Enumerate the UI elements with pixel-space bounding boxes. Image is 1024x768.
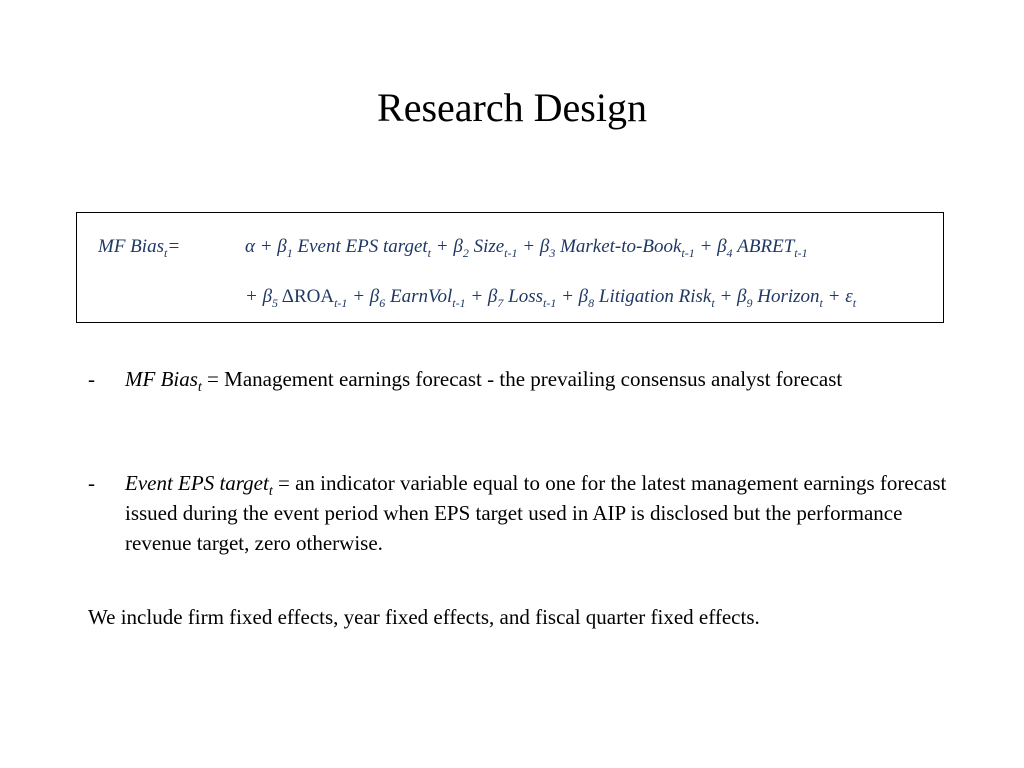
equation-term: + β bbox=[347, 286, 380, 307]
equation-term: ABRET bbox=[732, 236, 795, 257]
equation-subscript: t bbox=[852, 295, 857, 310]
equation-rhs-line-1 bbox=[245, 235, 808, 259]
definition-description: = an indicator variable equal to one for the latest management earnings forecast issued during the event period when EPS target used in AIP is disclosed but the performance revenue target, zero otherwise. bbox=[125, 471, 947, 555]
equation-lhs-sub: t bbox=[163, 245, 168, 260]
equation-subscript: 6 bbox=[379, 295, 386, 310]
equation-term: EarnVol bbox=[385, 286, 453, 307]
slide-title: Research Design bbox=[377, 85, 647, 130]
equation-term: + β bbox=[517, 236, 550, 257]
fixed-effects-note: We include firm fixed effects, year fixed effects, and fiscal quarter fixed effects. bbox=[88, 605, 760, 629]
equation-term: + β bbox=[465, 286, 498, 307]
definition-term-label: MF Bias bbox=[125, 367, 198, 391]
equation-term: Horizon bbox=[752, 286, 820, 307]
equation-lhs-var: MF Bias bbox=[98, 236, 164, 257]
equation-subscript: 7 bbox=[497, 295, 504, 310]
equation-term: Event EPS target bbox=[292, 236, 428, 257]
definition-mf-bias bbox=[88, 364, 948, 394]
equation-term: Loss bbox=[503, 286, 544, 307]
equation-rhs-line-2 bbox=[245, 285, 856, 309]
equation-subscript: t bbox=[427, 245, 432, 260]
definition-event-eps-target bbox=[88, 468, 948, 558]
equation-subscript: t-1 bbox=[543, 295, 557, 310]
bullet-dash: - bbox=[88, 471, 95, 495]
equation-lhs-eq: = bbox=[167, 236, 181, 257]
equation-subscript: t-1 bbox=[504, 245, 518, 260]
definition-description: = Management earnings forecast - the prevailing consensus analyst forecast bbox=[201, 367, 843, 391]
definition-text bbox=[125, 468, 948, 558]
bullet-dash: - bbox=[88, 367, 95, 391]
regression-equation-box bbox=[76, 212, 944, 323]
definition-text bbox=[125, 364, 948, 394]
equation-subscript: 5 bbox=[272, 295, 279, 310]
equation-subscript: 8 bbox=[588, 295, 595, 310]
equation-term: Size bbox=[468, 236, 505, 257]
definition-term bbox=[125, 367, 202, 396]
equation-subscript: t bbox=[819, 295, 823, 310]
equation-term: Market-to-Book bbox=[555, 236, 682, 257]
equation-lhs bbox=[98, 235, 180, 259]
equation-subscript: t-1 bbox=[681, 245, 695, 260]
definition-term-sub: t bbox=[197, 380, 202, 396]
equation-term: + β bbox=[556, 286, 589, 307]
equation-subscript: 3 bbox=[549, 245, 556, 260]
equation-term: + β bbox=[714, 286, 747, 307]
equation-term: + ε bbox=[822, 286, 853, 307]
equation-subscript: 4 bbox=[726, 245, 733, 260]
equation-term: ΔROA bbox=[278, 286, 335, 307]
equation-subscript: 2 bbox=[462, 245, 469, 260]
equation-subscript: t-1 bbox=[794, 245, 808, 260]
equation-subscript: t bbox=[711, 295, 715, 310]
equation-term: + β bbox=[694, 236, 727, 257]
definition-term bbox=[125, 471, 273, 500]
equation-term: α + β bbox=[245, 236, 287, 257]
equation-subscript: 1 bbox=[286, 245, 293, 260]
definition-term-sub: t bbox=[268, 484, 273, 500]
equation-term: + β bbox=[431, 236, 463, 257]
definition-term-label: Event EPS target bbox=[125, 471, 269, 495]
equation-subscript: t-1 bbox=[334, 295, 348, 310]
equation-subscript: 9 bbox=[746, 295, 753, 310]
equation-term: + β bbox=[245, 286, 273, 307]
equation-term: Litigation Risk bbox=[594, 286, 712, 307]
equation-subscript: t-1 bbox=[452, 295, 466, 310]
